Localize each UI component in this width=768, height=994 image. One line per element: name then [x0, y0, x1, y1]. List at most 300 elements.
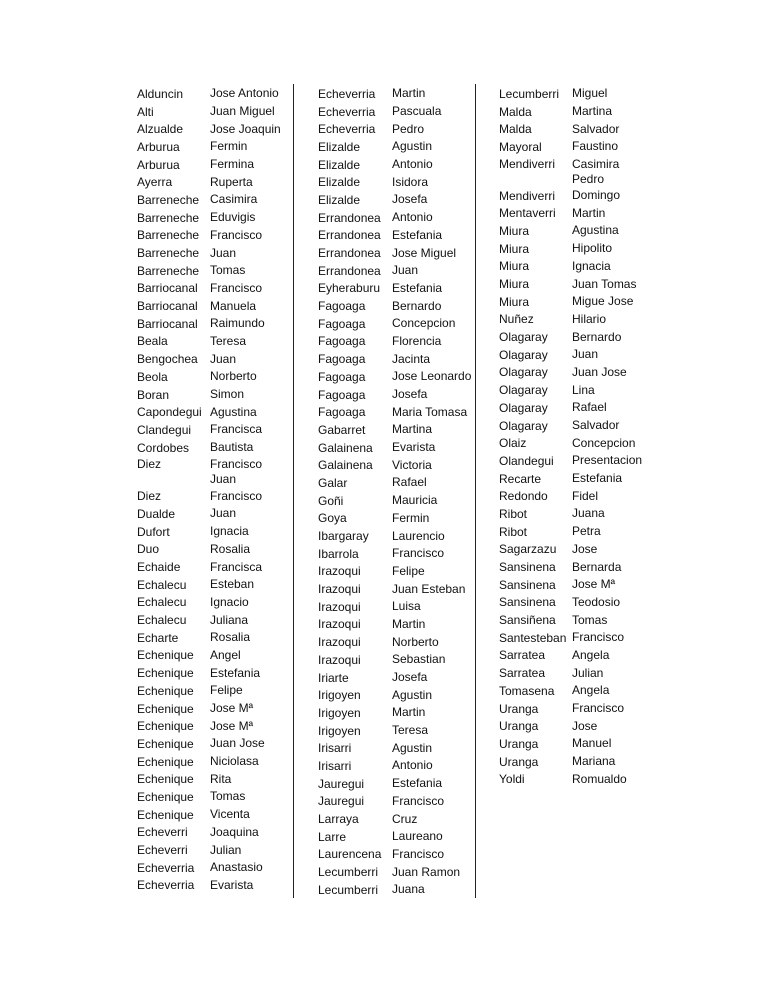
name-row [318, 333, 473, 351]
name-row [318, 368, 473, 386]
given-names [392, 475, 427, 490]
name-row [318, 651, 473, 669]
given-names [210, 192, 257, 207]
given-names [210, 666, 260, 681]
surname: Echenique [137, 719, 194, 734]
surname: Sansinena [499, 577, 556, 592]
given-name: Laurencio [392, 528, 445, 543]
name-row [318, 492, 473, 510]
surname: Larraya [318, 812, 359, 827]
given-names [392, 723, 428, 738]
given-name: Francisco [392, 793, 445, 808]
name-row [499, 700, 659, 718]
name-row [137, 824, 287, 842]
surname: Elizalde [318, 157, 361, 172]
given-name: Estefania [392, 280, 443, 295]
surname: Uranga [499, 719, 539, 734]
given-name: Juan [210, 245, 237, 260]
name-row [137, 505, 287, 523]
surname: Ribot [499, 506, 528, 521]
given-names [392, 529, 445, 544]
given-name: Agustin [392, 740, 433, 755]
surname: Miura [499, 294, 530, 309]
surname: Errandonea [318, 210, 381, 225]
surname: Irazoqui [318, 635, 361, 650]
surname: Miura [499, 277, 530, 292]
given-name: Laureano [392, 829, 443, 844]
given-names [210, 648, 241, 663]
surname: Fagoaga [318, 334, 366, 349]
surname: Alzualde [137, 122, 184, 137]
surname: Miura [499, 259, 530, 274]
given-name: Vicenta [210, 807, 250, 822]
surname: Echaide [137, 560, 181, 575]
given-names [392, 175, 428, 190]
surname: Jauregui [318, 794, 365, 809]
given-names [210, 316, 265, 331]
name-row [137, 315, 287, 333]
name-row [318, 244, 473, 262]
name-row [318, 722, 473, 740]
given-name: Simon [210, 387, 245, 402]
given-name: Anastasio [210, 860, 263, 875]
given-name: Juan [210, 351, 237, 366]
given-names [210, 175, 253, 190]
name-row [499, 187, 659, 205]
surname: Sansinena [499, 560, 556, 575]
name-row [318, 510, 473, 528]
name-row [137, 297, 287, 315]
given-names [210, 630, 250, 645]
given-names [572, 754, 615, 769]
surname: Fagoaga [318, 369, 366, 384]
surname: Echeverria [137, 878, 195, 893]
name-row [137, 717, 287, 735]
given-name: Romualdo [572, 771, 627, 786]
surname: Barreneche [137, 210, 200, 225]
surname: Olagaray [499, 400, 548, 415]
given-name: Bernarda [572, 559, 622, 574]
given-names [392, 741, 432, 756]
surname: Alduncin [137, 86, 184, 101]
surname: Irazoqui [318, 564, 361, 579]
surname: Boran [137, 387, 170, 402]
given-names [392, 812, 417, 827]
surname: Sarratea [499, 648, 546, 663]
given-name: Agustin [392, 687, 433, 702]
name-row [137, 262, 287, 280]
given-name: Julian [210, 842, 242, 857]
given-names [572, 577, 615, 592]
given-names [572, 613, 607, 628]
given-name: Pedro [572, 171, 605, 186]
given-names [210, 560, 262, 575]
given-names [392, 829, 443, 844]
given-name: Julian [572, 665, 604, 680]
given-names [210, 246, 236, 261]
given-name: Francisca [210, 559, 263, 574]
given-name: Pascuala [392, 104, 442, 119]
given-name: Presentacion [572, 453, 643, 468]
surname: Echarte [137, 630, 179, 645]
name-row [499, 735, 659, 753]
given-names [210, 489, 262, 504]
surname: Errandonea [318, 263, 381, 278]
given-names [392, 582, 465, 597]
given-names [392, 776, 442, 791]
surname: Elizalde [318, 192, 361, 207]
given-names [210, 719, 253, 734]
name-row [137, 244, 287, 262]
given-names [572, 241, 612, 256]
name-row [499, 311, 659, 329]
given-names [392, 422, 432, 437]
name-row [318, 120, 473, 138]
given-name: Estefania [210, 665, 261, 680]
given-name: Tomas [572, 612, 608, 627]
given-names [572, 436, 635, 451]
given-names [572, 400, 607, 415]
given-names [572, 506, 605, 521]
given-names [572, 489, 598, 504]
given-names [210, 122, 281, 137]
name-row [499, 222, 659, 240]
given-names [210, 457, 262, 487]
given-names [572, 453, 642, 468]
given-name: Raimundo [210, 316, 265, 331]
name-row [499, 275, 659, 293]
surname: Malda [499, 104, 532, 119]
surname: Lecumberri [318, 882, 379, 897]
name-row [318, 563, 473, 581]
name-row [499, 434, 659, 452]
name-row [137, 841, 287, 859]
name-row [318, 173, 473, 191]
given-names [210, 263, 245, 278]
surname: Miura [499, 241, 530, 256]
given-names [210, 807, 250, 822]
given-name: Victoria [392, 457, 432, 472]
name-row [499, 558, 659, 576]
given-name: Angel [210, 647, 241, 662]
given-name: Juana [572, 506, 605, 521]
given-names [392, 263, 418, 278]
given-names [210, 825, 259, 840]
given-name: Martin [392, 705, 426, 720]
surname: Uranga [499, 754, 539, 769]
given-names [572, 595, 620, 610]
given-names [210, 613, 248, 628]
given-name: Estefania [572, 471, 623, 486]
surname: Sarratea [499, 666, 546, 681]
given-name: Martin [392, 616, 426, 631]
given-name: Jose Antonio [210, 86, 279, 101]
given-names [572, 701, 624, 716]
given-name: Jose Miguel [392, 245, 457, 260]
given-names [392, 564, 425, 579]
given-name: Fermin [210, 139, 248, 154]
surname: Ibarrola [318, 546, 359, 561]
given-names [392, 228, 442, 243]
name-row [499, 381, 659, 399]
name-row [137, 333, 287, 351]
name-row [318, 598, 473, 616]
given-name: Teresa [392, 723, 429, 738]
name-row [137, 403, 287, 421]
given-name: Pedro [392, 121, 425, 136]
name-row [318, 846, 473, 864]
given-name: Ignacia [572, 258, 611, 273]
given-name: Juan [210, 472, 237, 487]
name-row [137, 682, 287, 700]
name-row [499, 120, 659, 138]
name-row [318, 297, 473, 315]
name-row [137, 576, 287, 594]
name-row [499, 487, 659, 505]
name-row [318, 616, 473, 634]
name-row [499, 346, 659, 364]
names-column-2 [318, 85, 473, 899]
name-row [318, 545, 473, 563]
name-row [137, 368, 287, 386]
name-row [137, 770, 287, 788]
given-names [210, 210, 255, 225]
given-names [572, 683, 609, 698]
surname: Ibargaray [318, 529, 369, 544]
name-row [499, 240, 659, 258]
given-names [392, 635, 439, 650]
given-name: Domingo [572, 188, 621, 203]
given-names [572, 772, 627, 787]
name-row [318, 262, 473, 280]
name-row [318, 85, 473, 103]
given-names [392, 705, 425, 720]
name-row [499, 647, 659, 665]
given-names [392, 670, 427, 685]
surname: Barreneche [137, 246, 200, 261]
surname: Fagoaga [318, 316, 366, 331]
name-row [499, 399, 659, 417]
surname: Fagoaga [318, 387, 366, 402]
surname: Olagaray [499, 365, 548, 380]
name-row [499, 770, 659, 788]
name-row [137, 523, 287, 541]
surname: Fagoaga [318, 299, 366, 314]
given-names [392, 546, 444, 561]
given-name: Martina [392, 422, 433, 437]
given-name: Juan Esteban [392, 581, 466, 596]
surname: Echenique [137, 683, 194, 698]
surname: Echalecu [137, 577, 187, 592]
name-row [499, 258, 659, 276]
given-names [392, 882, 425, 897]
name-row [137, 664, 287, 682]
surname: Galar [318, 475, 348, 490]
surname: Echalecu [137, 595, 187, 610]
name-row [137, 647, 287, 665]
given-names [210, 369, 257, 384]
surname: Beala [137, 334, 168, 349]
given-names [392, 316, 455, 331]
given-name: Estefania [392, 776, 443, 791]
name-row [318, 350, 473, 368]
name-row [137, 753, 287, 771]
given-names [210, 86, 279, 101]
given-name: Francisco [210, 227, 263, 242]
given-names [572, 560, 621, 575]
given-name: Joaquina [210, 824, 259, 839]
given-names [572, 277, 636, 292]
given-name: Martin [572, 205, 606, 220]
given-names [392, 369, 471, 384]
given-names [572, 157, 619, 187]
name-row [499, 594, 659, 612]
given-name: Faustino [572, 139, 619, 154]
given-name: Mauricia [392, 493, 438, 508]
surname: Elizalde [318, 175, 361, 190]
name-row [137, 558, 287, 576]
surname: Barreneche [137, 263, 200, 278]
surname: Tomasena [499, 683, 555, 698]
given-name: Concepcion [572, 435, 636, 450]
surname: Irisarri [318, 758, 352, 773]
surname: Echenique [137, 736, 194, 751]
surname: Cordobes [137, 440, 190, 455]
surname: Barriocanal [137, 281, 198, 296]
given-names [572, 206, 605, 221]
given-names [392, 387, 427, 402]
given-name: Rita [210, 771, 232, 786]
name-row [137, 611, 287, 629]
given-names [572, 418, 619, 433]
column-divider [475, 84, 476, 898]
name-row [318, 527, 473, 545]
given-name: Rosalia [210, 630, 251, 645]
given-names [392, 847, 444, 862]
surname: Dufort [137, 524, 170, 539]
name-row [318, 704, 473, 722]
given-names [572, 524, 601, 539]
given-names [572, 86, 607, 101]
surname: Goya [318, 511, 347, 526]
names-column-1 [137, 85, 287, 894]
surname: Barreneche [137, 228, 200, 243]
given-names [210, 299, 256, 314]
name-row [499, 156, 659, 187]
given-name: Rafael [572, 400, 607, 415]
surname: Alti [137, 104, 154, 119]
name-row [318, 669, 473, 687]
given-name: Francisco [210, 488, 263, 503]
given-name: Juan Jose [572, 364, 627, 379]
given-name: Juan [210, 506, 237, 521]
name-row [499, 85, 659, 103]
name-row [318, 810, 473, 828]
given-name: Antonio [392, 210, 433, 225]
given-names [392, 405, 467, 420]
given-names [572, 719, 597, 734]
surname: Irigoyen [318, 705, 361, 720]
name-row [499, 505, 659, 523]
given-name: Angela [572, 683, 610, 698]
given-name: Francisco [210, 280, 263, 295]
given-names [572, 365, 627, 380]
given-names [392, 599, 421, 614]
given-name: Norberto [392, 634, 439, 649]
given-names [392, 334, 441, 349]
given-name: Mariana [572, 754, 616, 769]
given-name: Martina [572, 104, 613, 119]
given-name: Juan Tomas [572, 276, 637, 291]
given-names [210, 577, 254, 592]
surname: Echeverria [318, 104, 376, 119]
name-row [137, 877, 287, 895]
given-names [572, 223, 619, 238]
name-row [137, 156, 287, 174]
given-names [392, 758, 433, 773]
given-name: Teodosio [572, 594, 621, 609]
surname: Laurencena [318, 847, 382, 862]
surname: Capondegui [137, 405, 202, 420]
surname: Ayerra [137, 175, 173, 190]
given-name: Juan Jose [210, 736, 265, 751]
surname: Iriarte [318, 670, 349, 685]
given-names [572, 104, 612, 119]
given-name: Jose Joaquin [210, 121, 281, 136]
surname: Nuñez [499, 312, 534, 327]
name-row [137, 788, 287, 806]
given-names [572, 312, 606, 327]
given-names [572, 471, 622, 486]
given-names [392, 157, 433, 172]
given-name: Agustina [210, 404, 257, 419]
surname: Sansinena [499, 595, 556, 610]
given-name: Francisco [210, 457, 263, 472]
surname: Goñi [318, 493, 344, 508]
surname: Echeverria [318, 86, 376, 101]
name-row [318, 739, 473, 757]
surname: Mendiverri [499, 188, 556, 203]
name-row [318, 103, 473, 121]
given-name: Hilario [572, 311, 607, 326]
surname: Diez [137, 457, 162, 472]
given-name: Angela [572, 647, 610, 662]
given-names [392, 794, 444, 809]
given-name: Norberto [210, 369, 257, 384]
given-names [572, 122, 619, 137]
name-row [318, 863, 473, 881]
name-row [499, 417, 659, 435]
given-names [210, 506, 236, 521]
given-name: Juliana [210, 612, 249, 627]
name-row [137, 280, 287, 298]
name-row [318, 191, 473, 209]
given-name: Agustin [392, 139, 433, 154]
name-row [318, 881, 473, 899]
given-names [210, 860, 263, 875]
given-names [572, 347, 598, 362]
surname: Echeverria [137, 860, 195, 875]
given-names [210, 878, 253, 893]
given-name: Estefania [392, 227, 443, 242]
surname: Uranga [499, 701, 539, 716]
given-names [572, 330, 621, 345]
name-row [499, 753, 659, 771]
given-names [572, 139, 618, 154]
given-names [210, 104, 275, 119]
surname: Echenique [137, 807, 194, 822]
given-names [210, 440, 253, 455]
